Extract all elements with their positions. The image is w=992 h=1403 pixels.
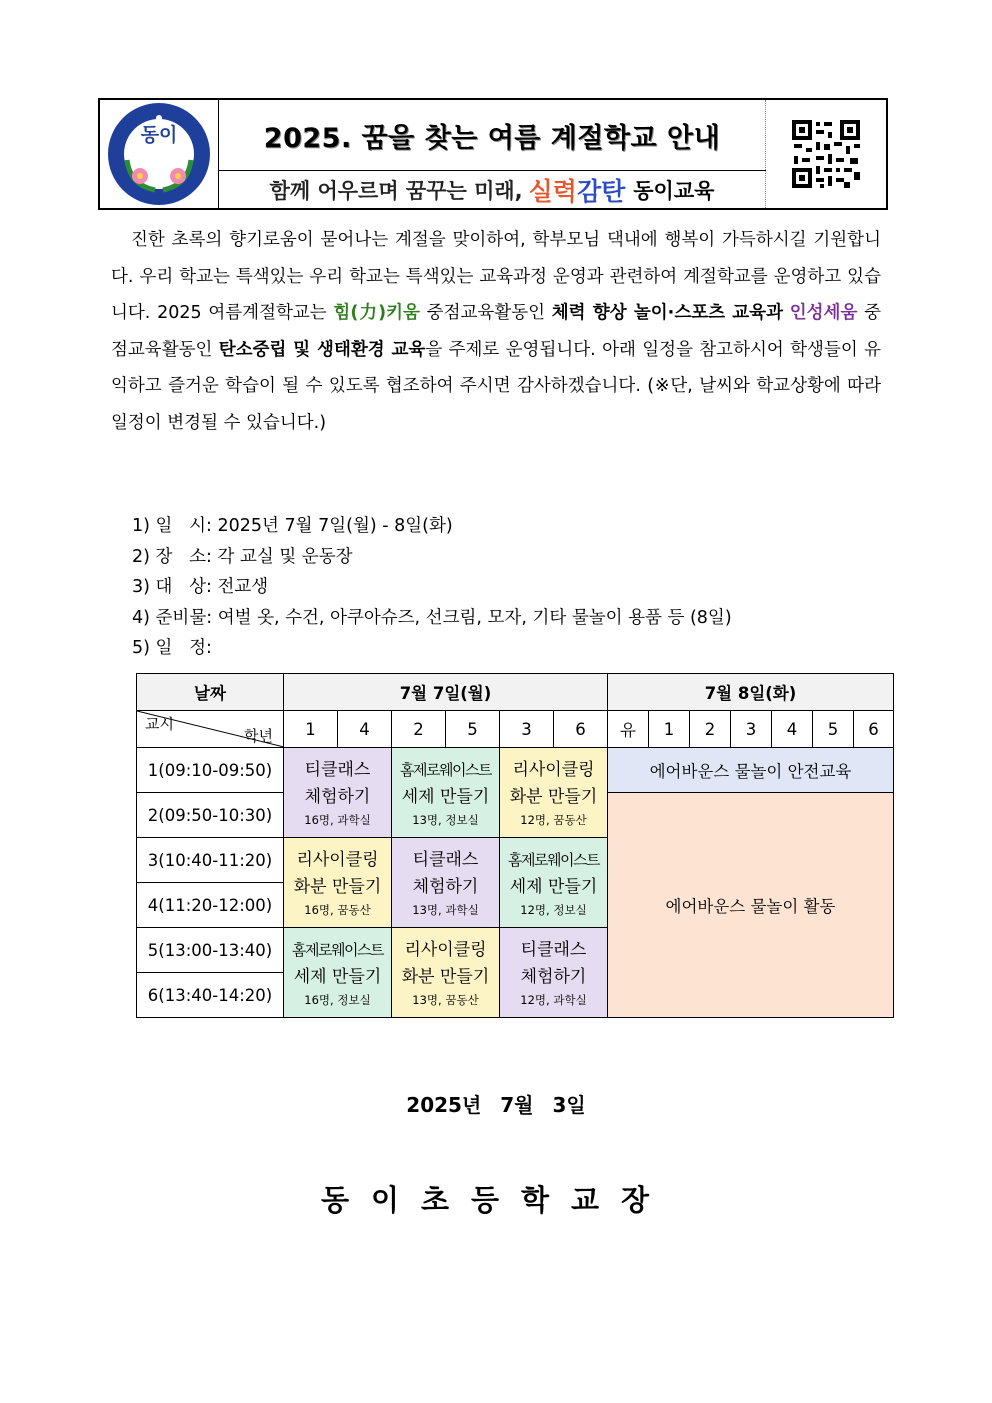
class-cell <box>284 748 392 838</box>
class-note: 12명, 꿈동산 <box>520 812 587 827</box>
class-cell <box>500 748 608 838</box>
intro-insung: 인성세움 <box>789 303 858 323</box>
emblem-text: 동이 <box>140 124 178 146</box>
class-note: 16명, 정보실 <box>304 992 371 1007</box>
intro-carbon: 탄소중립 및 생태환경 교육 <box>218 339 426 360</box>
grade-cell: 1 <box>284 711 338 748</box>
class-cell <box>284 838 392 928</box>
period-cell: 1(09:10-09:50) <box>137 748 284 793</box>
header-box <box>98 98 888 210</box>
info-item: 5) 일 정: <box>132 638 212 658</box>
class-cell <box>500 928 608 1018</box>
period-cell: 2(09:50-10:30) <box>137 793 284 838</box>
class-name: 티클래스 <box>520 939 587 960</box>
day2-safety-cell: 에어바운스 물놀이 안전교육 <box>608 748 894 793</box>
school-emblem <box>100 100 219 208</box>
intro-text-1: 진한 초록의 향기로움이 묻어나는 계절을 맞이하여, 학부모님 댁내에 행복이 가득하시길 기원합니다. 우리 학교는 특색있는 우리 학교는 특색있는 교육과정 운영과 관련하여 계절학교를 운영하고 있습니다. 2025 여름계절학교는 <box>111 230 881 323</box>
class-cell <box>500 838 608 928</box>
class-name: 홈제로웨이스트 <box>292 940 383 959</box>
class-name: 리사이클링 <box>404 939 487 960</box>
grade-cell: 6 <box>554 711 608 748</box>
class-cell <box>284 928 392 1018</box>
class-name: 체험하기 <box>412 876 479 897</box>
grade-cell: 유 <box>608 711 649 748</box>
slogan-prefix: 함께 어우르며 꿈꾸는 미래, <box>269 178 523 203</box>
title-area <box>218 100 766 208</box>
intro-text-4: 중점교육활동인 <box>111 303 881 360</box>
class-note: 12명, 과학실 <box>520 992 587 1007</box>
class-name: 홈제로웨이스트 <box>400 760 491 779</box>
grade-cell: 5 <box>446 711 500 748</box>
class-name: 화분 만들기 <box>293 876 382 897</box>
schedule-table <box>136 673 894 1018</box>
slogan-gamtan: 감탄 <box>576 176 626 206</box>
grade-row <box>137 711 894 748</box>
grade-cell: 2 <box>392 711 446 748</box>
corner-grade-label: 학년 <box>244 727 273 745</box>
class-name: 리사이클링 <box>296 849 379 870</box>
class-name: 티클래스 <box>304 759 371 780</box>
info-item: 1) 일 시: 2025년 7월 7일(월) - 8일(화) <box>132 516 453 536</box>
slogan <box>218 171 766 208</box>
class-cell <box>392 928 500 1018</box>
class-cell <box>392 838 500 928</box>
intro-physical: 체력 향상 놀이·스포츠 교육과 <box>551 303 783 323</box>
info-list <box>132 511 732 664</box>
class-name: 세제 만들기 <box>509 876 598 897</box>
class-cell <box>392 748 500 838</box>
class-note: 12명, 정보실 <box>520 902 587 917</box>
info-item: 4) 준비물: 여벌 옷, 수건, 아쿠아슈즈, 선크림, 모자, 기타 물놀이 용품 등 (8일) <box>132 607 732 628</box>
intro-him: 힘(力)키움 <box>333 303 420 323</box>
period-cell: 3(10:40-11:20) <box>137 838 284 883</box>
period-cell: 5(13:00-13:40) <box>137 928 284 973</box>
header-day2: 7월 8일(화) <box>608 674 894 711</box>
class-name: 홈제로웨이스트 <box>508 850 599 869</box>
class-name: 화분 만들기 <box>509 786 598 807</box>
grade-cell: 4 <box>772 711 813 748</box>
header-date: 날짜 <box>137 674 284 711</box>
info-item: 3) 대 상: 전교생 <box>132 577 269 597</box>
class-name: 체험하기 <box>304 786 371 807</box>
qr-code-icon <box>790 118 862 190</box>
class-note: 16명, 꿈동산 <box>304 902 371 917</box>
slogan-silryeok: 실력 <box>528 176 577 206</box>
intro-text-2: 중점교육활동인 <box>419 303 552 323</box>
qr-code[interactable] <box>765 100 886 208</box>
corner-period-label: 교시 <box>145 715 174 733</box>
class-note: 13명, 꿈동산 <box>412 992 479 1007</box>
slogan-suffix: 동이교육 <box>633 178 715 203</box>
class-name: 리사이클링 <box>512 759 595 780</box>
principal-signature: 동이초등학교장 <box>320 1183 672 1217</box>
class-name: 세제 만들기 <box>293 966 382 987</box>
header-day1: 7월 7일(월) <box>284 674 608 711</box>
period-cell: 6(13:40-14:20) <box>137 973 284 1018</box>
class-name: 화분 만들기 <box>401 966 490 987</box>
grade-cell: 5 <box>813 711 854 748</box>
school-emblem-icon <box>100 100 218 208</box>
day2-activity-cell: 에어바운스 물놀이 활동 <box>608 793 894 1018</box>
class-name: 체험하기 <box>520 966 587 987</box>
grade-cell: 3 <box>731 711 772 748</box>
table-row <box>137 748 894 793</box>
intro-text-5: 을 주제로 운영됩니다. 아래 일정을 참고하시어 학생들이 유익하고 즐거운 학습이 될 수 있도록 협조하여 주시면 감사하겠습니다. (※단, 날씨와 학교상황에 따라 일정이 변경될 수 있습니다.) <box>111 339 881 433</box>
class-note: 13명, 과학실 <box>412 902 479 917</box>
grade-cell: 2 <box>690 711 731 748</box>
class-note: 16명, 과학실 <box>304 812 371 827</box>
period-cell: 4(11:20-12:00) <box>137 883 284 928</box>
page-title: 2025. 꿈을 찾는 여름 계절학교 안내 <box>218 100 766 171</box>
grade-cell: 6 <box>854 711 894 748</box>
info-item: 2) 장 소: 각 교실 및 운동장 <box>132 546 353 567</box>
document-date: 2025년 7월 3일 <box>406 1093 586 1117</box>
grade-cell: 1 <box>649 711 690 748</box>
grade-cell: 3 <box>500 711 554 748</box>
class-name: 티클래스 <box>412 849 479 870</box>
corner-cell <box>137 711 284 748</box>
grade-cell: 4 <box>338 711 392 748</box>
intro-text-3 <box>783 303 790 323</box>
class-note: 13명, 정보실 <box>412 812 479 827</box>
table-header-row <box>137 674 894 711</box>
class-name: 세제 만들기 <box>401 786 490 807</box>
intro-paragraph <box>111 222 881 441</box>
